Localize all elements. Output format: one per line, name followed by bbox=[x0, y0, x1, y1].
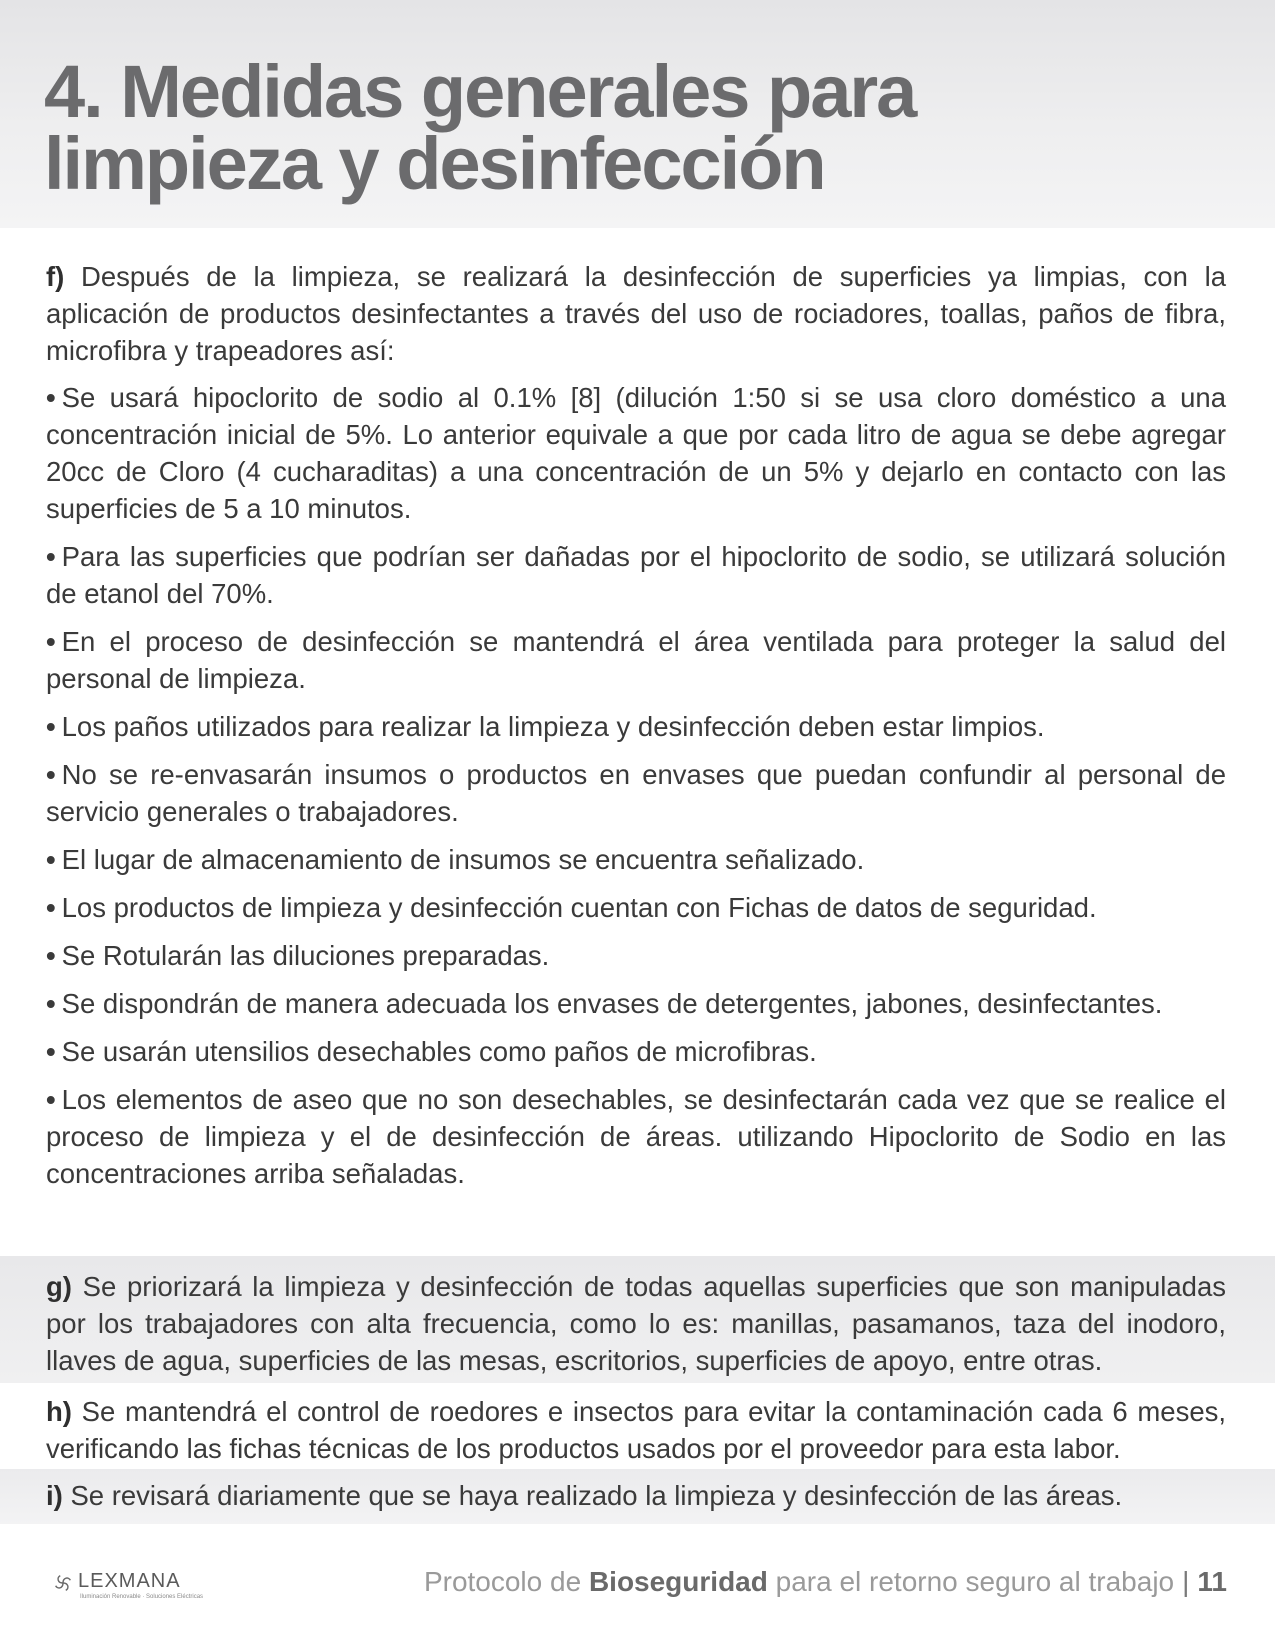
section-f-label: f) bbox=[46, 261, 65, 292]
footer-separator: | bbox=[1182, 1566, 1190, 1597]
section-f-bullet-list bbox=[46, 379, 1226, 1192]
bullet-text: En el proceso de desinfección se mantendrá el área ventilada para proteger la salud del personal de limpieza. bbox=[46, 626, 1226, 694]
bullet-text: Se dispondrán de manera adecuada los envases de detergentes, jabones, desinfectantes. bbox=[61, 988, 1163, 1019]
bullet-text: Los elementos de aseo que no son desechables, se desinfectarán cada vez que se realice el proceso de limpieza y el de desinfección de áreas. utilizando Hipoclorito de Sodio en las concentraciones arriba señaladas. bbox=[46, 1084, 1226, 1189]
footer-text-prefix: Protocolo de bbox=[423, 1566, 589, 1597]
bullet-text: Los paños utilizados para realizar la limpieza y desinfección deben estar limpios. bbox=[61, 711, 1045, 742]
section-h-label: h) bbox=[46, 1396, 72, 1427]
section-f bbox=[46, 258, 1226, 1203]
footer-text-strong: Bioseguridad bbox=[588, 1566, 768, 1597]
bullet-item bbox=[46, 1081, 1226, 1192]
bullet-dot-icon: • bbox=[46, 541, 56, 572]
section-i-label: i) bbox=[46, 1480, 63, 1511]
page-title-line-2: limpieza y desinfección bbox=[44, 122, 825, 205]
bullet-dot-icon: • bbox=[46, 759, 56, 790]
bullet-item bbox=[46, 623, 1226, 697]
bullet-item bbox=[46, 756, 1226, 830]
footer-caption bbox=[424, 1566, 1227, 1598]
bullet-dot-icon: • bbox=[46, 626, 56, 657]
bullet-item bbox=[46, 889, 1226, 926]
bullet-dot-icon: • bbox=[46, 844, 56, 875]
section-h bbox=[46, 1393, 1226, 1467]
section-i-text: Se revisará diariamente que se haya realizado la limpieza y desinfección de las áreas. bbox=[70, 1480, 1123, 1511]
bullet-item bbox=[46, 841, 1226, 878]
company-logo-subtext: Iluminación Renovable · Soluciones Eléctricas bbox=[80, 1594, 204, 1600]
bullet-item bbox=[46, 937, 1226, 974]
bullet-dot-icon: • bbox=[46, 711, 56, 742]
section-f-text: Después de la limpieza, se realizará la desinfección de superficies ya limpias, con la aplicación de productos desinfectantes a través del uso de rociadores, toallas, paños de fibra, microfibra y trapeadores así: bbox=[46, 261, 1226, 366]
bullet-item bbox=[46, 379, 1226, 527]
bullet-text: El lugar de almacenamiento de insumos se encuentra señalizado. bbox=[61, 844, 865, 875]
bullet-text: Para las superficies que podrían ser dañadas por el hipoclorito de sodio, se utilizará solución de etanol del 70%. bbox=[46, 541, 1226, 609]
footer-text-suffix: para el retorno seguro al trabajo bbox=[767, 1566, 1175, 1597]
bullet-item bbox=[46, 708, 1226, 745]
page-title bbox=[44, 50, 1224, 205]
page-title-line-1: 4. Medidas generales para bbox=[44, 50, 916, 133]
bullet-text: Se usarán utensilios desechables como paños de microfibras. bbox=[61, 1036, 817, 1067]
bullet-dot-icon: • bbox=[46, 940, 56, 971]
bullet-dot-icon: • bbox=[46, 988, 56, 1019]
bullet-dot-icon: • bbox=[46, 1036, 56, 1067]
section-i-paragraph bbox=[46, 1477, 1226, 1514]
section-g-label: g) bbox=[46, 1271, 72, 1302]
bullet-item bbox=[46, 538, 1226, 612]
section-g-text: Se priorizará la limpieza y desinfección de todas aquellas superficies que son manipuladas por los trabajadores con alta frecuencia, como lo es: manillas, pasamanos, taza del inodoro, llaves de agua, superficies de las mesas, escritorios, superficies de apoyo, entre otras. bbox=[46, 1271, 1227, 1376]
bullet-text: Se usará hipoclorito de sodio al 0.1% [8] (dilución 1:50 si se usa cloro doméstico a una concentración inicial de 5%. Lo anterior equivale a que por cada litro de agua se debe agregar 20cc de Cloro (4 cucharaditas) a una concentración de un 5% y dejarlo en contacto con las superficies de 5 a 10 minutos. bbox=[46, 382, 1226, 524]
bullet-item bbox=[46, 1033, 1226, 1070]
swirl-logo-icon bbox=[52, 1572, 74, 1594]
bullet-dot-icon: • bbox=[46, 382, 56, 413]
section-h-text: Se mantendrá el control de roedores e insectos para evitar la contaminación cada 6 meses, verificando las fichas técnicas de los productos usados por el proveedor para esta labor. bbox=[46, 1396, 1227, 1464]
bullet-text: Los productos de limpieza y desinfección cuentan con Fichas de datos de seguridad. bbox=[61, 892, 1097, 923]
section-f-intro bbox=[46, 258, 1226, 369]
bullet-dot-icon: • bbox=[46, 1084, 56, 1115]
page-footer bbox=[0, 1560, 1275, 1620]
company-logo bbox=[52, 1570, 204, 1600]
bullet-text: Se Rotularán las diluciones preparadas. bbox=[61, 940, 550, 971]
section-g bbox=[46, 1268, 1226, 1379]
section-g-paragraph bbox=[46, 1268, 1226, 1379]
section-i bbox=[46, 1477, 1226, 1514]
bullet-text: No se re-envasarán insumos o productos en envases que puedan confundir al personal de servicio generales o trabajadores. bbox=[46, 759, 1226, 827]
bullet-dot-icon: • bbox=[46, 892, 56, 923]
page-number: 11 bbox=[1197, 1566, 1227, 1597]
company-logo-text: LEXMANA bbox=[78, 1570, 181, 1592]
bullet-item bbox=[46, 985, 1226, 1022]
section-h-paragraph bbox=[46, 1393, 1226, 1467]
page-header bbox=[0, 0, 1275, 228]
